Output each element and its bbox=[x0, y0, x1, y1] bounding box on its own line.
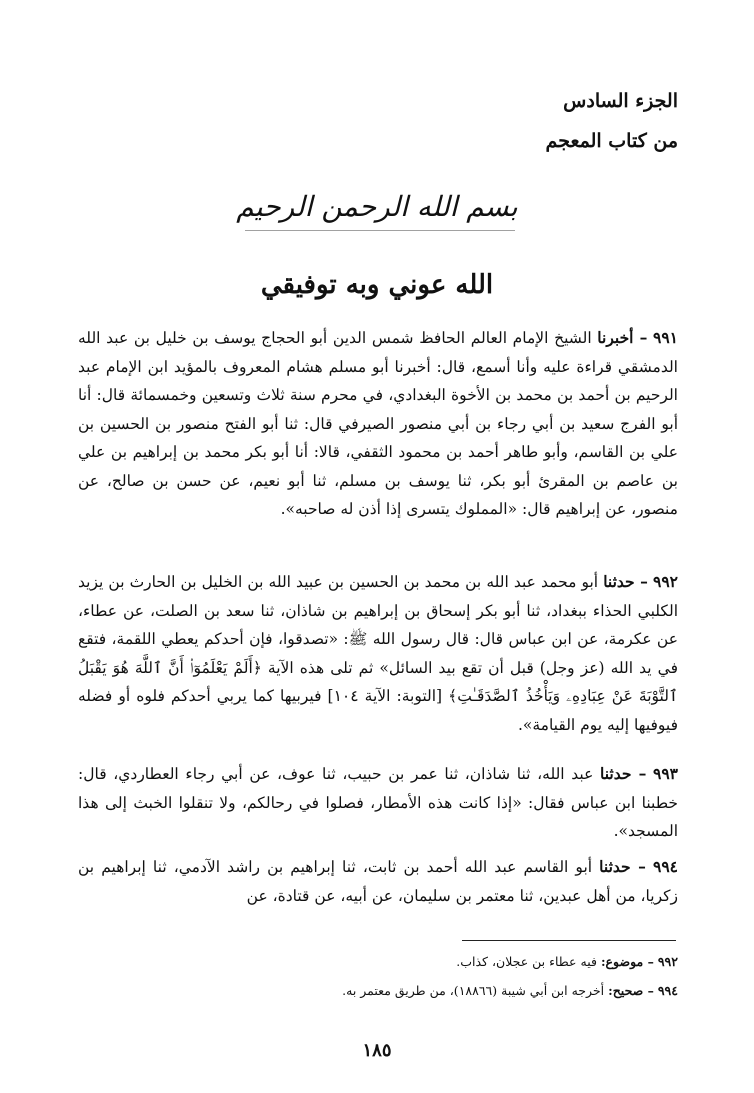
footnote-grade: موضوع: bbox=[600, 954, 644, 969]
footnote-text: أخرجه ابن أبي شيبة (١٨٨٦٦)، من طريق معتمر به. bbox=[342, 983, 605, 998]
hadith-lead: حدثنا bbox=[603, 572, 635, 591]
footnote-994: ٩٩٤ – صحيح: أخرجه ابن أبي شيبة (١٨٨٦٦)، من طريق معتمر به. bbox=[342, 983, 678, 998]
hadith-lead: حدثنا bbox=[599, 857, 631, 876]
hadith-number: ٩٩١ bbox=[653, 328, 678, 347]
book-title: من كتاب المعجم bbox=[545, 130, 678, 152]
footnote-text: فيه عطاء بن عجلان، كذاب. bbox=[456, 954, 597, 969]
hadith-994: ٩٩٤ – حدثنا أبو القاسم عبد الله أحمد بن ثابت، ثنا إبراهيم بن راشد الآدمي، ثنا إبراهيم بن زكريا، من أهل عبدين، ثنا معتمر بن سليمان، عن أبيه، عن قتادة، عن bbox=[78, 857, 678, 905]
hadith-993: ٩٩٣ – حدثنا عبد الله، ثنا شاذان، ثنا عمر بن حبيب، ثنا عوف، عن أبي رجاء العطاردي، قال: خطبنا ابن عباس فقال: «إذا كانت هذه الأمطار، فصلوا في رحالكم، ولا تنقلوا الخبث إلى هذا المسجد». bbox=[78, 764, 678, 840]
footnote-grade: صحيح: bbox=[608, 983, 644, 998]
hadith-992: ٩٩٢ – حدثنا أبو محمد عبد الله بن محمد بن الحسين بن عبيد الله بن الخليل بن الحارث بن يزيد الكلبي الحذاء ببغداد، ثنا أبو بكر إسحاق بن إبراهيم بن شاذان، ثنا سعد بن الصلت، عن عطاء، عن عكرمة، عن ابن عباس قال: قال رسول الله ﷺ: «تصدقوا، فإن أحدكم يعطي اللقمة، فتقع في يد الله (عز وجل) قبل أن تقع بيد السائل» ثم تلى هذه الآية ﴿أَلَمْ يَعْلَمُوٓا۟ أَنَّ ٱللَّهَ هُوَ يَقْبَلُ ٱلتَّوْبَةَ عَنْ عِبَادِهِۦ وَيَأْخُذُ ٱلصَّدَقَـٰتِ﴾ [التوبة: الآية ١٠٤] فيربيها كما يربي أحدكم فلوه أو فضله فيوفيها إليه يوم القيامة». bbox=[78, 572, 678, 734]
hadith-991: ٩٩١ – أخبرنا الشيخ الإمام العالم الحافظ شمس الدين أبو الحجاج يوسف بن خليل بن عبد الله الدمشقي قراءة عليه وأنا أسمع، قال: أخبرنا أبو مسلم هشام المعروف بالمؤيد ابن الإمام عبد الرحيم بن أحمد بن محمد بن الأخوة البغدادي، في محرم سنة ثلاث وتسعين وخمسمائة قال: أنا أبو الفرج سعيد بن أبي رجاء بن أبي منصور الصيرفي قال: ثنا أبو الفتح منصور بن الحسين بن علي بن القاسم، وأبو طاهر أحمد بن محمود الثقفي، قالا: أنا أبو بكر محمد بن إبراهيم بن علي بن عاصم بن المقرئ أبو بكر، ثنا يوسف بن مسلم، ثنا أبو نعيم، عن حسن بن صالح، عن منصور، عن إبراهيم قال: «المملوك يتسرى إذا أذن له صاحبه». bbox=[78, 328, 678, 518]
basmala-ornament bbox=[245, 230, 515, 232]
footnote-number: ٩٩٤ bbox=[657, 983, 678, 998]
page-number: ١٨٥ bbox=[362, 1040, 392, 1061]
hadith-text: أبو محمد عبد الله بن محمد بن الحسين بن عبيد الله بن الخليل بن الحارث بن يزيد الكلبي الحذاء ببغداد، ثنا أبو بكر إسحاق بن إبراهيم بن شاذان، ثنا سعد بن الصلت، عن عطاء، عن عكرمة، عن ابن عباس قال: قال رسول الله ﷺ: «تصدقوا، فإن أحدكم يعطي اللقمة، فتقع في يد الله (عز وجل) قبل أن تقع بيد السائل» ثم تلى هذه الآية ﴿أَلَمْ يَعْلَمُوٓا۟ أَنَّ ٱللَّهَ هُوَ يَقْبَلُ ٱلتَّوْبَةَ عَنْ عِبَادِهِۦ وَيَأْخُذُ ٱلصَّدَقَـٰتِ﴾ [التوبة: الآية ١٠٤] فيربيها كما يربي أحدكم فلوه أو فضله فيوفيها إليه يوم القيامة». bbox=[78, 573, 678, 734]
hadith-lead: أخبرنا bbox=[597, 328, 634, 347]
hadith-text: الشيخ الإمام العالم الحافظ شمس الدين أبو الحجاج يوسف بن خليل بن عبد الله الدمشقي قراءة عليه وأنا أسمع، قال: أخبرنا أبو مسلم هشام المعروف بالمؤيد ابن الإمام عبد الرحيم بن أحمد بن محمد بن الأخوة البغدادي، في محرم سنة ثلاث وتسعين وخمسمائة قال: أنا أبو الفرج سعيد بن أبي رجاء بن أبي منصور الصيرفي قال: ثنا أبو الفتح منصور بن الحسين بن علي بن القاسم، وأبو طاهر أحمد بن محمود الثقفي، قالا: أنا أبو بكر محمد بن إبراهيم بن علي بن عاصم بن المقرئ أبو بكر، ثنا يوسف بن مسلم، ثنا أبو نعيم، عن حسن بن صالح، عن منصور، عن إبراهيم قال: «المملوك يتسرى إذا أذن له صاحبه». bbox=[78, 329, 678, 518]
part-title: الجزء السادس bbox=[563, 90, 678, 112]
footnote-number: ٩٩٢ bbox=[657, 954, 678, 969]
hadith-number: ٩٩٤ bbox=[653, 857, 678, 876]
hadith-number: ٩٩٢ bbox=[653, 572, 678, 591]
dua-heading: الله عوني وبه توفيقي bbox=[260, 270, 494, 300]
footnote-divider bbox=[462, 940, 676, 941]
hadith-text: عبد الله، ثنا شاذان، ثنا عمر بن حبيب، ثنا عوف، عن أبي رجاء العطاردي، قال: خطبنا ابن عباس فقال: «إذا كانت هذه الأمطار، فصلوا في رحالكم، ولا تنقلوا الخبث إلى هذا المسجد». bbox=[78, 765, 678, 840]
basmala: بسم الله الرحمن الرحيم bbox=[236, 190, 518, 223]
hadith-number: ٩٩٣ bbox=[653, 764, 678, 783]
footnote-992: ٩٩٢ – موضوع: فيه عطاء بن عجلان، كذاب. bbox=[456, 954, 678, 969]
hadith-text: أبو القاسم عبد الله أحمد بن ثابت، ثنا إبراهيم بن راشد الآدمي، ثنا إبراهيم بن زكريا، من أهل عبدين، ثنا معتمر بن سليمان، عن أبيه، عن قتادة، عن bbox=[78, 858, 678, 905]
hadith-lead: حدثنا bbox=[600, 764, 632, 783]
